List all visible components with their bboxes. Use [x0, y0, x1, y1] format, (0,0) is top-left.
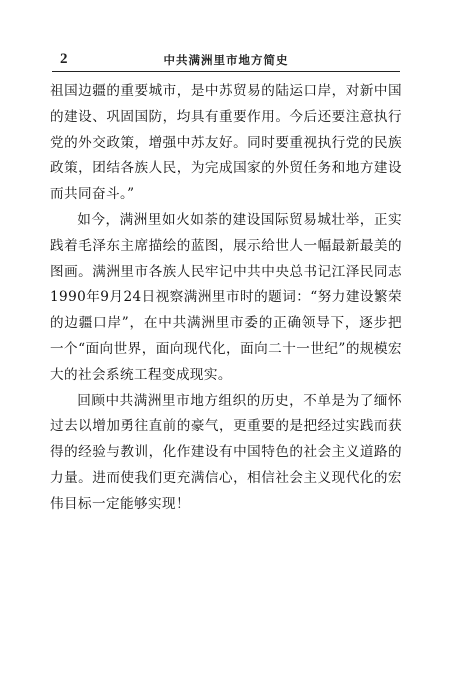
running-head-title: 中共满洲里市地方简史: [163, 53, 289, 67]
paragraph-present-construction: 如今，满洲里如火如荼的建设国际贸易城壮举，正实践着毛泽东主席描绘的蓝图，展示给世人一幅最新最美的图画。满洲里市各族人民牢记中共中央总书记江泽民同志1990年9月24日视察满洲里市时的题词：“努力建设繁荣的边疆口岸”，在中共满洲里市委的正确领导下，逐步把一个“面向世界，面向现代化，面向二十一世纪”的规模宏大的社会系统工程变成现实。: [50, 211, 402, 383]
page-header: [52, 49, 400, 72]
paragraph-continued: 祖国边疆的重要城市，是中苏贸易的陆运口岸，对新中国的建设、巩固国防，均具有重要作用。今后还要注意执行党的外交政策，增强中苏友好。同时要重视执行党的民族政策，团结各族人民，为完成国家的外贸任务和地方建设而共同奋斗。”: [50, 83, 402, 203]
paragraph-review-history: 回顾中共满洲里市地方组织的历史，不单是为了缅怀过去以增加勇往直前的豪气，更重要的是把经过实践而获得的经验与教训，化作建设有中国特色的社会主义道路的力量。进而使我们更充满信心，相信社会主义现代化的宏伟目标一定能够实现！: [50, 392, 402, 512]
page-number: 2: [60, 51, 68, 67]
body-text: [50, 79, 402, 518]
